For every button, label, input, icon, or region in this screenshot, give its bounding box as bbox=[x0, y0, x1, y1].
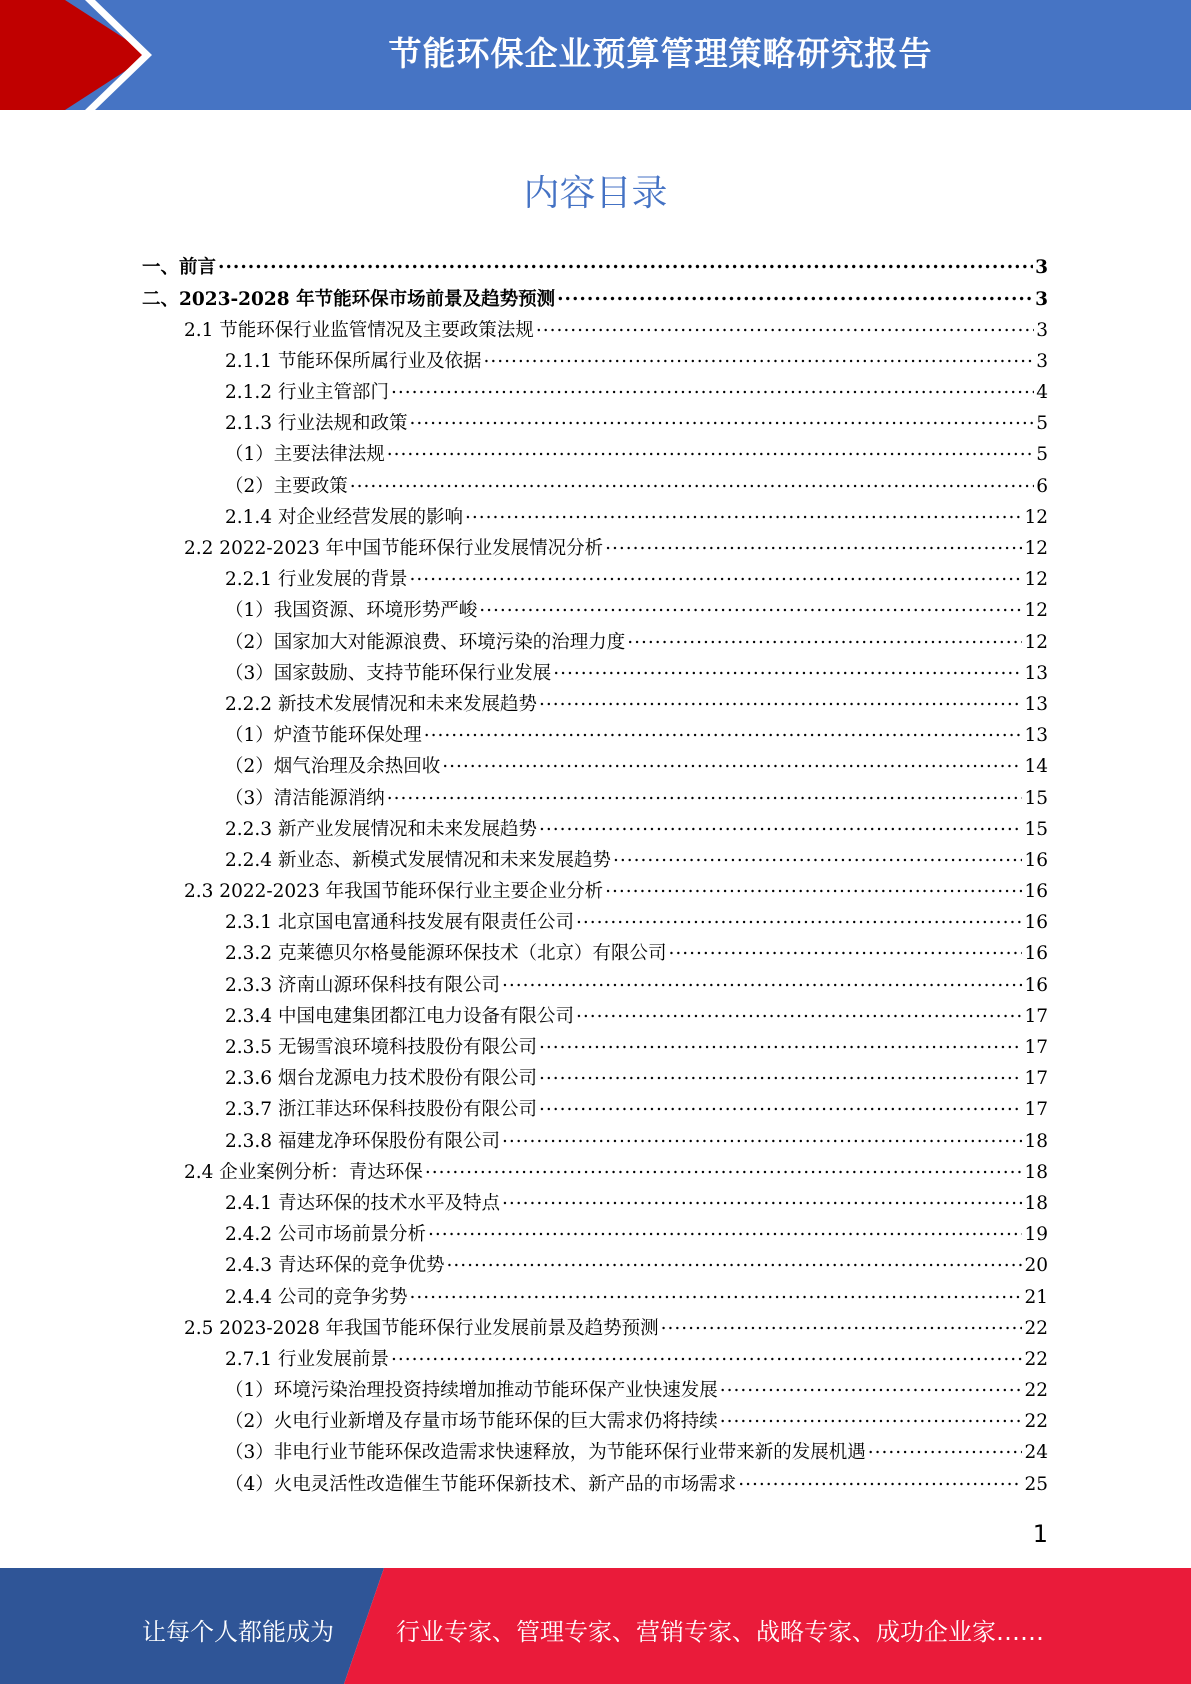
toc-entry[interactable] bbox=[142, 1282, 1048, 1313]
toc-entry-title: 一、前言 bbox=[142, 257, 217, 279]
toc-entry-title: 2.4 企业案例分析：青达环保 bbox=[184, 1161, 423, 1183]
toc-entry[interactable] bbox=[142, 846, 1048, 877]
toc-entry-title: 2.3.8 福建龙净环保股份有限公司 bbox=[225, 1130, 500, 1152]
toc-dot-leader bbox=[605, 877, 1022, 897]
toc-entry-page: 6 bbox=[1036, 475, 1048, 497]
toc-entry-title: （3）国家鼓励、支持节能环保行业发展 bbox=[225, 662, 552, 684]
toc-entry-page: 5 bbox=[1036, 444, 1048, 466]
toc-entry[interactable] bbox=[142, 1064, 1048, 1095]
toc-entry-title: 2.2.3 新产业发展情况和未来发展趋势 bbox=[225, 818, 537, 840]
toc-entry[interactable] bbox=[142, 752, 1048, 783]
toc-entry-page: 12 bbox=[1024, 600, 1048, 622]
toc-dot-leader bbox=[465, 503, 1022, 523]
toc-entry-page: 3 bbox=[1036, 350, 1048, 372]
toc-entry-page: 3 bbox=[1035, 257, 1048, 279]
toc-entry-page: 20 bbox=[1024, 1255, 1048, 1277]
toc-dot-leader bbox=[539, 814, 1022, 834]
toc-dot-leader bbox=[536, 315, 1034, 335]
toc-dot-leader bbox=[553, 658, 1022, 678]
toc-heading: 内容目录 bbox=[523, 173, 668, 214]
toc-entry-title: （3）清洁能源消纳 bbox=[225, 787, 385, 809]
toc-entry-title: （1）主要法律法规 bbox=[225, 444, 385, 466]
toc-entry[interactable] bbox=[142, 627, 1048, 658]
toc-entry-page: 15 bbox=[1024, 818, 1048, 840]
toc-entry-title: （1）环境污染治理投资持续增加推动节能环保产业快速发展 bbox=[225, 1380, 718, 1402]
toc-entry-page: 12 bbox=[1024, 538, 1048, 560]
toc-entry-page: 17 bbox=[1024, 1068, 1048, 1090]
toc-entry-title: （2）烟气治理及余热回收 bbox=[225, 756, 441, 778]
toc-entry-title: （4）火电灵活性改造催生节能环保新技术、新产品的市场需求 bbox=[225, 1473, 737, 1495]
toc-entry[interactable] bbox=[142, 939, 1048, 970]
toc-entry-page: 22 bbox=[1024, 1411, 1048, 1433]
toc-entry[interactable] bbox=[142, 1189, 1048, 1220]
toc-entry-title: 2.3.5 无锡雪浪环境科技股份有限公司 bbox=[225, 1037, 537, 1059]
toc-dot-leader bbox=[391, 378, 1034, 398]
toc-entry[interactable] bbox=[142, 1407, 1048, 1438]
toc-dot-leader bbox=[483, 347, 1034, 367]
footer-banner bbox=[0, 1568, 1191, 1684]
toc-entry-title: 2.4.1 青达环保的技术水平及特点 bbox=[225, 1192, 500, 1214]
toc-dot-leader bbox=[409, 409, 1034, 429]
toc-dot-leader bbox=[539, 1064, 1022, 1084]
toc-entry[interactable] bbox=[142, 1376, 1048, 1407]
toc-dot-leader bbox=[539, 1033, 1022, 1053]
toc-entry-title: （1）我国资源、环境形势严峻 bbox=[225, 600, 478, 622]
toc-entry[interactable] bbox=[142, 1002, 1048, 1033]
toc-entry-title: （2）火电行业新增及存量市场节能环保的巨大需求仍将持续 bbox=[225, 1411, 718, 1433]
toc-entry-page: 15 bbox=[1024, 787, 1048, 809]
toc-entry-title: （2）主要政策 bbox=[225, 475, 348, 497]
toc-entry-title: 2.3.4 中国电建集团都江电力设备有限公司 bbox=[225, 1005, 574, 1027]
toc-entry-page: 22 bbox=[1024, 1380, 1048, 1402]
toc-entry-title: 2.4.3 青达环保的竞争优势 bbox=[225, 1255, 445, 1277]
toc-entry[interactable] bbox=[142, 1220, 1048, 1251]
toc-entry-page: 18 bbox=[1024, 1130, 1048, 1152]
toc-dot-leader bbox=[738, 1469, 1022, 1489]
toc-dot-leader bbox=[557, 284, 1033, 304]
toc-entry-page: 16 bbox=[1024, 974, 1048, 996]
toc-entry[interactable] bbox=[142, 908, 1048, 939]
toc-entry-page: 13 bbox=[1024, 662, 1048, 684]
toc-dot-leader bbox=[502, 970, 1022, 990]
toc-entry[interactable] bbox=[142, 1033, 1048, 1064]
toc-entry[interactable] bbox=[142, 253, 1048, 284]
toc-entry[interactable] bbox=[142, 721, 1048, 752]
toc-entry[interactable] bbox=[142, 1095, 1048, 1126]
toc-entry[interactable] bbox=[142, 1251, 1048, 1282]
toc-entry-page: 16 bbox=[1024, 849, 1048, 871]
toc-entry[interactable] bbox=[142, 378, 1048, 409]
toc-entry[interactable] bbox=[142, 877, 1048, 908]
toc-dot-leader bbox=[446, 1251, 1022, 1271]
toc-dot-leader bbox=[661, 1313, 1023, 1333]
toc-dot-leader bbox=[424, 721, 1023, 741]
toc-entry-page: 19 bbox=[1024, 1224, 1048, 1246]
toc-entry-page: 17 bbox=[1024, 1005, 1048, 1027]
toc-entry-title: 2.3.7 浙江菲达环保科技股份有限公司 bbox=[225, 1099, 537, 1121]
toc-entry[interactable] bbox=[142, 284, 1048, 315]
toc-entry-page: 17 bbox=[1024, 1099, 1048, 1121]
toc-entry[interactable] bbox=[142, 534, 1048, 565]
toc-entry-title: 2.4.4 公司的竞争劣势 bbox=[225, 1286, 408, 1308]
toc-entry-title: 2.2 2022-2023 年中国节能环保行业发展情况分析 bbox=[184, 538, 604, 560]
toc-dot-leader bbox=[576, 908, 1022, 928]
toc-entry-page: 5 bbox=[1036, 413, 1048, 435]
toc-entry[interactable] bbox=[142, 814, 1048, 845]
toc-dot-leader bbox=[391, 1345, 1022, 1365]
toc-entry-page: 22 bbox=[1024, 1348, 1048, 1370]
toc-entry[interactable] bbox=[142, 1313, 1048, 1344]
toc-dot-leader bbox=[425, 1157, 1023, 1177]
toc-dot-leader bbox=[868, 1438, 1023, 1458]
toc-entry-page: 13 bbox=[1024, 725, 1048, 747]
toc-entry[interactable] bbox=[142, 440, 1048, 471]
toc-entry[interactable] bbox=[142, 690, 1048, 721]
toc-entry-title: 2.5 2023-2028 年我国节能环保行业发展前景及趋势预测 bbox=[184, 1317, 659, 1339]
toc-dot-leader bbox=[387, 783, 1023, 803]
toc-dot-leader bbox=[479, 596, 1022, 616]
toc-entry-page: 21 bbox=[1024, 1286, 1048, 1308]
toc-entry-page: 16 bbox=[1024, 912, 1048, 934]
toc-entry-title: 2.1.1 节能环保所属行业及依据 bbox=[225, 350, 482, 372]
toc-dot-leader bbox=[720, 1407, 1023, 1427]
toc-entry-title: 2.3 2022-2023 年我国节能环保行业主要企业分析 bbox=[184, 881, 604, 903]
toc-entry-page: 12 bbox=[1024, 631, 1048, 653]
toc-entry-title: 2.2.4 新业态、新模式发展情况和未来发展趋势 bbox=[225, 849, 611, 871]
toc-entry[interactable] bbox=[142, 596, 1048, 627]
toc-entry-title: 2.3.6 烟台龙源电力技术股份有限公司 bbox=[225, 1068, 537, 1090]
report-title: 节能环保企业预算管理策略研究报告 bbox=[388, 34, 933, 73]
toc-dot-leader bbox=[428, 1220, 1022, 1240]
toc-entry[interactable] bbox=[142, 347, 1048, 378]
page-number: 1 bbox=[1032, 1520, 1048, 1548]
toc-entry-page: 25 bbox=[1024, 1473, 1048, 1495]
toc-entry-page: 13 bbox=[1024, 693, 1048, 715]
toc-entry-page: 3 bbox=[1035, 288, 1048, 310]
toc-entry[interactable] bbox=[142, 658, 1048, 689]
toc-entry[interactable] bbox=[142, 1157, 1048, 1188]
toc-entry[interactable] bbox=[142, 1126, 1048, 1157]
toc-entry-title: 2.1.2 行业主管部门 bbox=[225, 382, 389, 404]
toc-entry-title: 二、2023-2028 年节能环保市场前景及趋势预测 bbox=[142, 288, 556, 310]
toc-dot-leader bbox=[387, 440, 1034, 460]
toc-entry-title: 2.1.3 行业法规和政策 bbox=[225, 413, 408, 435]
toc-entry[interactable] bbox=[142, 471, 1048, 502]
toc-entry-title: 2.3.3 济南山源环保科技有限公司 bbox=[225, 974, 500, 996]
toc-entry-title: 2.1.4 对企业经营发展的影响 bbox=[225, 506, 463, 528]
toc-entry-title: 2.3.1 北京国电富通科技发展有限责任公司 bbox=[225, 912, 574, 934]
table-of-contents bbox=[142, 253, 1048, 1501]
toc-entry-title: 2.2.1 行业发展的背景 bbox=[225, 569, 408, 591]
toc-entry-page: 4 bbox=[1036, 382, 1048, 404]
toc-entry[interactable] bbox=[142, 1345, 1048, 1376]
toc-entry-title: 2.4.2 公司市场前景分析 bbox=[225, 1224, 426, 1246]
toc-entry-title: 2.1 节能环保行业监管情况及主要政策法规 bbox=[184, 319, 534, 341]
toc-dot-leader bbox=[409, 565, 1022, 585]
toc-dot-leader bbox=[218, 253, 1033, 273]
toc-entry-page: 14 bbox=[1024, 756, 1048, 778]
toc-dot-leader bbox=[576, 1002, 1022, 1022]
toc-dot-leader bbox=[539, 1095, 1022, 1115]
toc-entry[interactable] bbox=[142, 409, 1048, 440]
toc-entry-title: 2.2.2 新技术发展情况和未来发展趋势 bbox=[225, 693, 537, 715]
toc-dot-leader bbox=[539, 690, 1022, 710]
toc-entry-page: 12 bbox=[1024, 506, 1048, 528]
toc-dot-leader bbox=[350, 471, 1034, 491]
toc-entry-title: （2）国家加大对能源浪费、环境污染的治理力度 bbox=[225, 631, 626, 653]
toc-entry[interactable] bbox=[142, 315, 1048, 346]
toc-dot-leader bbox=[720, 1376, 1023, 1396]
toc-entry-page: 24 bbox=[1024, 1442, 1048, 1464]
toc-entry[interactable] bbox=[142, 1469, 1048, 1500]
toc-entry-page: 3 bbox=[1036, 319, 1048, 341]
toc-dot-leader bbox=[442, 752, 1022, 772]
toc-dot-leader bbox=[605, 534, 1022, 554]
toc-entry-title: （3）非电行业节能环保改造需求快速释放，为节能环保行业带来新的发展机遇 bbox=[225, 1442, 866, 1464]
toc-entry-page: 17 bbox=[1024, 1037, 1048, 1059]
footer-slogan-right: 行业专家、管理专家、营销专家、战略专家、成功企业家…… bbox=[396, 1618, 1044, 1646]
toc-dot-leader bbox=[409, 1282, 1022, 1302]
toc-entry[interactable] bbox=[142, 565, 1048, 596]
toc-entry[interactable] bbox=[142, 1438, 1048, 1469]
header-banner bbox=[0, 0, 1191, 110]
toc-entry-title: （1）炉渣节能环保处理 bbox=[225, 725, 422, 747]
toc-entry[interactable] bbox=[142, 970, 1048, 1001]
toc-entry-page: 22 bbox=[1024, 1317, 1048, 1339]
toc-entry-page: 18 bbox=[1024, 1161, 1048, 1183]
toc-dot-leader bbox=[613, 846, 1022, 866]
toc-entry-page: 12 bbox=[1024, 569, 1048, 591]
toc-entry[interactable] bbox=[142, 783, 1048, 814]
footer-slogan-left: 让每个人都能成为 bbox=[142, 1618, 334, 1646]
toc-entry-page: 18 bbox=[1024, 1192, 1048, 1214]
toc-dot-leader bbox=[627, 627, 1022, 647]
toc-entry-title: 2.3.2 克莱德贝尔格曼能源环保技术（北京）有限公司 bbox=[225, 943, 667, 965]
toc-entry-title: 2.7.1 行业发展前景 bbox=[225, 1348, 389, 1370]
toc-dot-leader bbox=[502, 1126, 1022, 1146]
toc-dot-leader bbox=[668, 939, 1022, 959]
toc-entry[interactable] bbox=[142, 503, 1048, 534]
toc-dot-leader bbox=[502, 1189, 1022, 1209]
toc-entry-page: 16 bbox=[1024, 881, 1048, 903]
toc-entry-page: 16 bbox=[1024, 943, 1048, 965]
